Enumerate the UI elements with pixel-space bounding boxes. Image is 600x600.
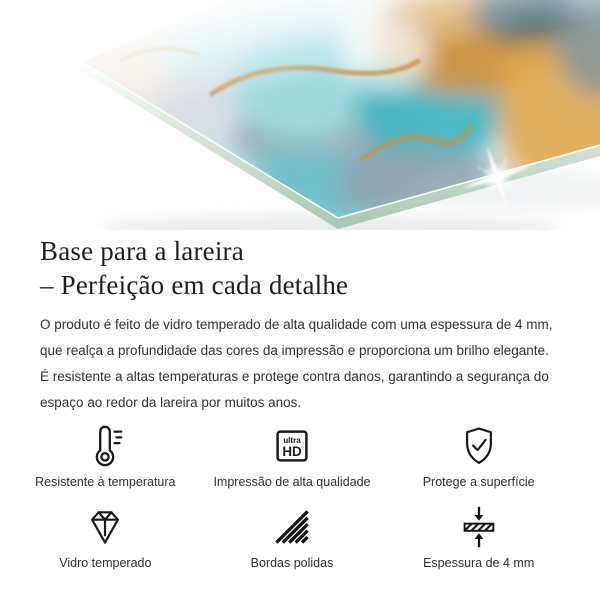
product-image bbox=[0, 0, 600, 230]
thickness-press-icon bbox=[456, 504, 502, 550]
feature-thickness bbox=[385, 503, 572, 570]
polished-edges-icon bbox=[270, 505, 314, 549]
feature-label: Vidro temperado bbox=[59, 556, 152, 570]
diamond-icon bbox=[83, 505, 127, 549]
page-title bbox=[40, 234, 560, 302]
shield-check-icon bbox=[457, 424, 501, 468]
feature-label: Impressão de alta qualidade bbox=[213, 475, 371, 489]
feature-print-quality bbox=[199, 422, 386, 489]
feature-tempered-glass bbox=[12, 503, 199, 570]
title-line-2: – Perfeição em cada detalhe bbox=[40, 270, 349, 300]
feature-polished-edges bbox=[199, 503, 386, 570]
ultra-hd-icon-text-top: ultra bbox=[283, 436, 301, 446]
feature-label: Resistente à temperatura bbox=[35, 475, 176, 489]
ultra-hd-icon bbox=[269, 423, 315, 469]
ultra-hd-icon-text-bottom: HD bbox=[282, 444, 302, 460]
feature-temperature-resistant bbox=[12, 422, 199, 489]
glass-panel-photo bbox=[0, 0, 600, 230]
product-description: O produto é feito de vidro temperado de alta qualidade com uma espessura de 4 mm, que realça a profundidade das cores da impressão e proporciona um brilho elegante. É resistente a altas temperaturas e protege contra danos, garantindo a segurança do espaço ao redor da lareira por muitos anos. bbox=[40, 317, 553, 410]
feature-label: Protege a superfície bbox=[422, 475, 535, 489]
feature-surface-protection bbox=[385, 422, 572, 489]
product-details-section bbox=[0, 234, 600, 416]
title-line-1: Base para a lareira bbox=[40, 236, 244, 266]
thermometer-icon bbox=[82, 423, 128, 469]
feature-grid bbox=[0, 422, 600, 570]
feature-label: Espessura de 4 mm bbox=[423, 556, 535, 570]
feature-label: Bordas polidas bbox=[250, 556, 334, 570]
